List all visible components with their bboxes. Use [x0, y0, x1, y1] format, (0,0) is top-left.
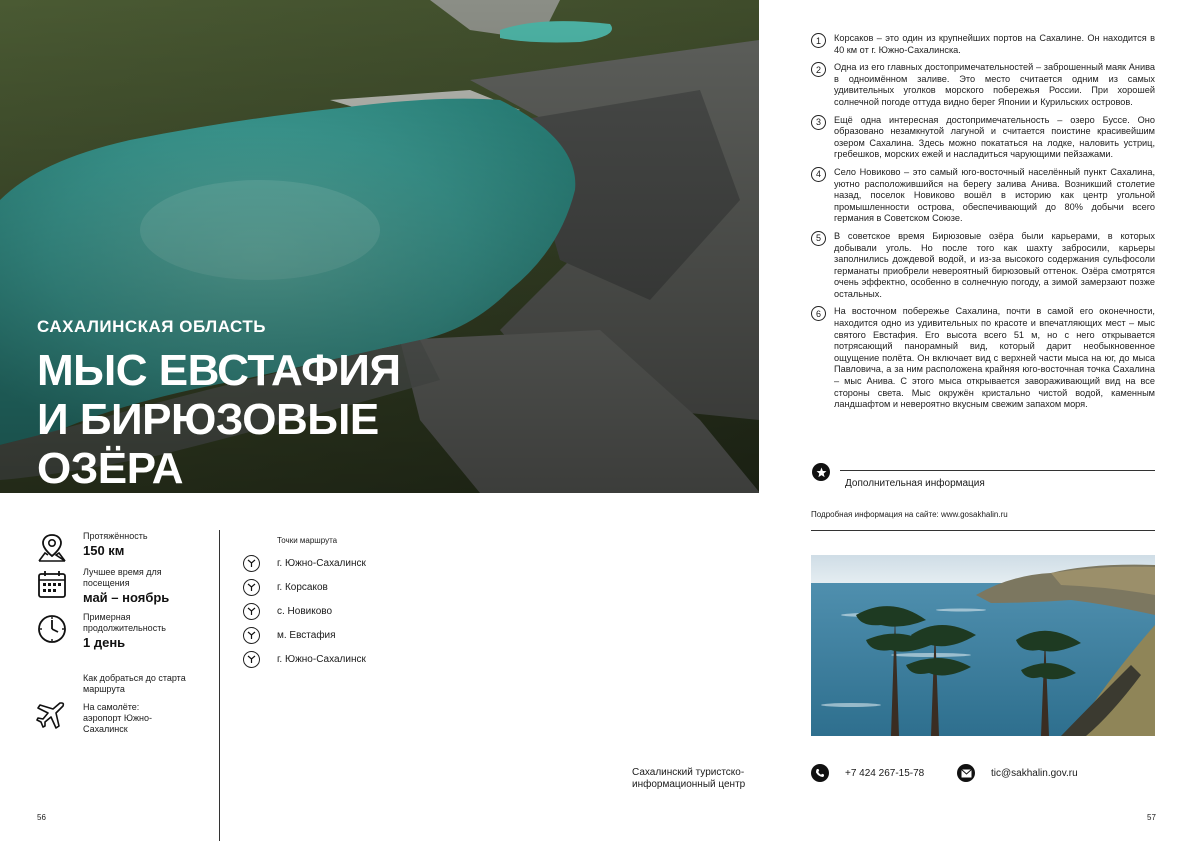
info-season [35, 567, 169, 606]
route-point-label: г. Корсаков [277, 582, 328, 593]
route-point [243, 627, 336, 644]
page-number-right: 57 [1147, 813, 1156, 822]
divider [811, 530, 1155, 531]
route-point-label: м. Евстафия [277, 630, 336, 641]
email-icon [957, 764, 975, 782]
email-address[interactable]: tic@sakhalin.gov.ru [991, 768, 1078, 779]
route-point-label: г. Южно-Сахалинск [277, 558, 366, 569]
list-item [811, 62, 1155, 108]
coast-photo [811, 555, 1155, 736]
item-number: 3 [811, 115, 826, 130]
page-number-left: 56 [37, 813, 46, 822]
route-point [243, 579, 328, 596]
route-points-title: Точки маршрута [277, 536, 338, 545]
item-number: 2 [811, 62, 826, 77]
route-point-label: г. Южно-Сахалинск [277, 654, 366, 665]
airplane-icon [36, 700, 66, 730]
item-number: 6 [811, 306, 826, 321]
more-info-link[interactable]: Подробная информация на сайте: www.gosakhalin.ru [811, 510, 1008, 519]
season-label: Лучшее время для посещения [83, 567, 162, 588]
route-point [243, 651, 366, 668]
list-item [811, 306, 1155, 410]
duration-value: 1 день [83, 635, 126, 650]
waypoint-icon [243, 627, 260, 644]
info-duration [35, 612, 168, 651]
item-text: Село Новиково – это самый юго-восточный населённый пункт Сахалина, уютно расположившийся на берегу залива Анива. Возникший столетие назад, поселок Новиково вошёл в историю как центр угольной промышленности острова, обеспечивающий до 80% добычи всего германия в Советском Союзе. [834, 166, 1155, 224]
item-text: На восточном побережье Сахалина, почти в самой его оконечности, находится одно из удивительных по красоте и впечатляющих мест – мыс святого Евстафия. Его высота всего 51 м, но с него открывается потрясающий панорамный вид, который дарит необыкновенное ощущение полёта. Он включает вид с верхней части мыса на юг, до мыса Павловича, а за ним расположена крайняя юго-восточная точка Сахалина – мыс Анива. С этого мыса открывается завораживающий вид на все стороны света. Мыс окружён кристально чистой водой, каменным ландшафтом и невероятно вкусным свежим запахом моря. [834, 306, 1155, 410]
map-pin-icon [35, 531, 69, 565]
list-item [811, 231, 1155, 301]
title-line-1: МЫС ЕВСТАФИЯ [37, 346, 401, 395]
item-number: 4 [811, 167, 826, 182]
waypoint-icon [243, 579, 260, 596]
divider [840, 470, 1155, 471]
route-point [243, 603, 332, 620]
title-line-3: ОЗЁРА [37, 444, 183, 493]
star-icon [812, 463, 830, 481]
how-to-get-label: Как добраться до старта маршрута [83, 673, 186, 694]
info-length [35, 531, 148, 565]
route-point-label: с. Новиково [277, 606, 333, 617]
calendar-icon [35, 567, 69, 601]
length-value: 150 км [83, 543, 125, 558]
phone-icon [811, 764, 829, 782]
plane-info: На самолёте: аэропорт Южно-Сахалинск [83, 702, 153, 734]
item-text: В советское время Бирюзовые озёра были карьерами, в которых добывали уголь. Но после того как шахту забросили, карьеры заполнились дождевой водой, и из-за высокого содержания сульфосоли германаты приобрели невероятный бирюзовый оттенок. Озёра смотрятся очень эффектно, особенно в солнечную погоду, а зимой замерзают позже остальных. [834, 230, 1155, 299]
clock-icon [35, 612, 69, 646]
waypoint-icon [243, 603, 260, 620]
page-title [37, 346, 400, 493]
duration-label: Примерная продолжительность [83, 612, 166, 633]
waypoint-icon [243, 555, 260, 572]
route-point [243, 555, 366, 572]
numbered-list [811, 33, 1155, 417]
item-number: 1 [811, 33, 826, 48]
hero-photo [0, 0, 759, 493]
season-value: май – ноябрь [83, 590, 170, 605]
info-center-name: Сахалинский туристско-информационный центр [632, 767, 746, 790]
waypoint-icon [243, 651, 260, 668]
item-text: Корсаков – это один из крупнейших портов на Сахалине. Он находится в 40 км от г. Южно-Сахалинска. [834, 33, 1155, 55]
list-item [811, 33, 1155, 56]
region-label: САХАЛИНСКАЯ ОБЛАСТЬ [37, 317, 267, 336]
title-line-2: И БИРЮЗОВЫЕ [37, 395, 379, 444]
list-item [811, 167, 1155, 225]
phone-number[interactable]: +7 424 267-15-78 [845, 768, 925, 779]
item-text: Ещё одна интересная достопримечательность – озеро Буссе. Оно образовано незамкнутой лагуной и считается поистине красивейшим озером Сахалина. Здесь можно покататься на лодке, наловить устриц, гребешков, морских ежей и насладиться чарующими пейзажами. [834, 114, 1155, 160]
column-divider [219, 530, 220, 841]
coast-image [811, 555, 1155, 736]
additional-info-label: Дополнительная информация [845, 478, 985, 489]
item-number: 5 [811, 231, 826, 246]
item-text: Одна из его главных достопримечательностей – заброшенный маяк Анива в одноимённом заливе. Это место считается одним из самых удивительных уголков морского побережья России. При хорошей солнечной погоде оттуда видно берег Японии и Курильских островов. [834, 62, 1155, 107]
length-label: Протяжённость [83, 531, 148, 541]
list-item [811, 115, 1155, 161]
